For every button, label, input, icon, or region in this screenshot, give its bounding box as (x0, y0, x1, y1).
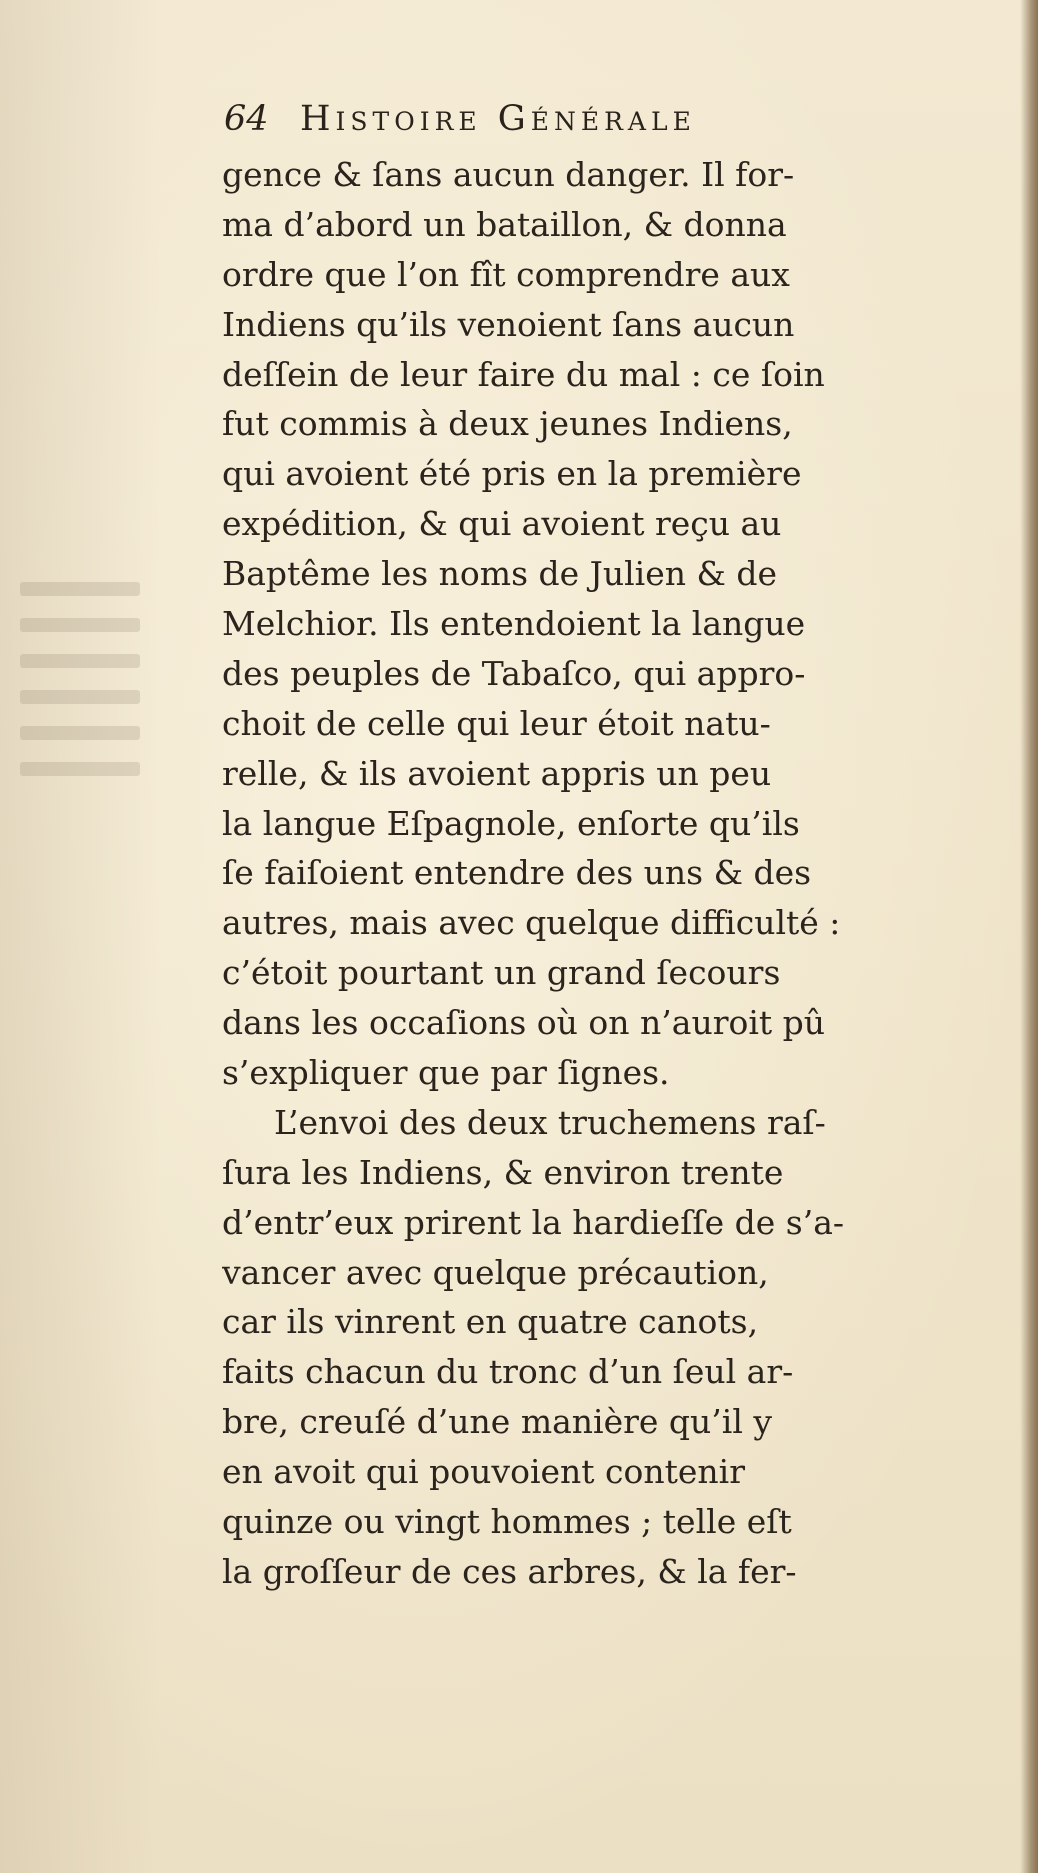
text-line: gence & ſans aucun danger. Il for- (222, 155, 795, 194)
text-line: relle, & ils avoient appris un peu (222, 753, 772, 793)
text-line: vancer avec quelque précaution, (222, 1252, 769, 1292)
body-text (222, 150, 962, 1597)
text-line: Indiens qu’ils venoient ſans aucun (222, 304, 795, 344)
text-line: expédition, & qui avoient reçu au (222, 504, 782, 544)
text-line: car ils vinrent en quatre canots, (222, 1302, 759, 1342)
text-line: c’étoit pourtant un grand ſecours (222, 953, 781, 993)
text-line: des peuples de Tabaſco, qui appro- (222, 653, 806, 693)
text-line: s’expliquer que par ſignes. (222, 1053, 670, 1093)
text-line: la groſſeur de ces arbres, & la fer- (222, 1551, 797, 1591)
page-header (224, 94, 924, 144)
text-line: choit de celle qui leur étoit natu- (222, 703, 771, 743)
text-line: ma d’abord un bataillon, & donna (222, 204, 787, 244)
text-line: ſe faiſoient entendre des uns & des (222, 853, 812, 893)
text-line: fut commis à deux jeunes Indiens, (222, 404, 793, 444)
text-line: autres, mais avec quelque difficulté : (222, 903, 841, 943)
paragraph-start-line: L’envoi des deux truchemens raſ- (274, 1102, 826, 1142)
page-number: 64 (224, 99, 269, 139)
text-line: la langue Eſpagnole, enſorte qu’ils (222, 803, 800, 843)
page-edge (1020, 0, 1038, 1873)
text-line: faits chacun du tronc d’un ſeul ar- (222, 1352, 794, 1392)
text-line: dans les occaſions où on n’auroit pû (222, 1003, 826, 1043)
text-line: en avoit qui pouvoient contenir (222, 1452, 746, 1492)
text-line: Melchior. Ils entendoient la langue (222, 604, 806, 644)
text-line: ordre que l’on fît comprendre aux (222, 254, 790, 294)
show-through-text (20, 560, 140, 880)
text-line: d’entr’eux prirent la hardieſſe de s’a- (222, 1202, 845, 1242)
running-title: Histoire Générale (300, 99, 696, 139)
text-line: quinze ou vingt hommes ; telle eſt (222, 1502, 792, 1542)
text-line: deſſein de leur faire du mal : ce ſoin (222, 354, 825, 394)
text-line: bre, creuſé d’une manière qu’il y (222, 1402, 773, 1442)
gutter-shadow (0, 0, 160, 1873)
text-line: Baptême les noms de Julien & de (222, 554, 778, 594)
text-line: qui avoient été pris en la première (222, 454, 802, 494)
text-line: ſura les Indiens, & environ trente (222, 1152, 784, 1192)
